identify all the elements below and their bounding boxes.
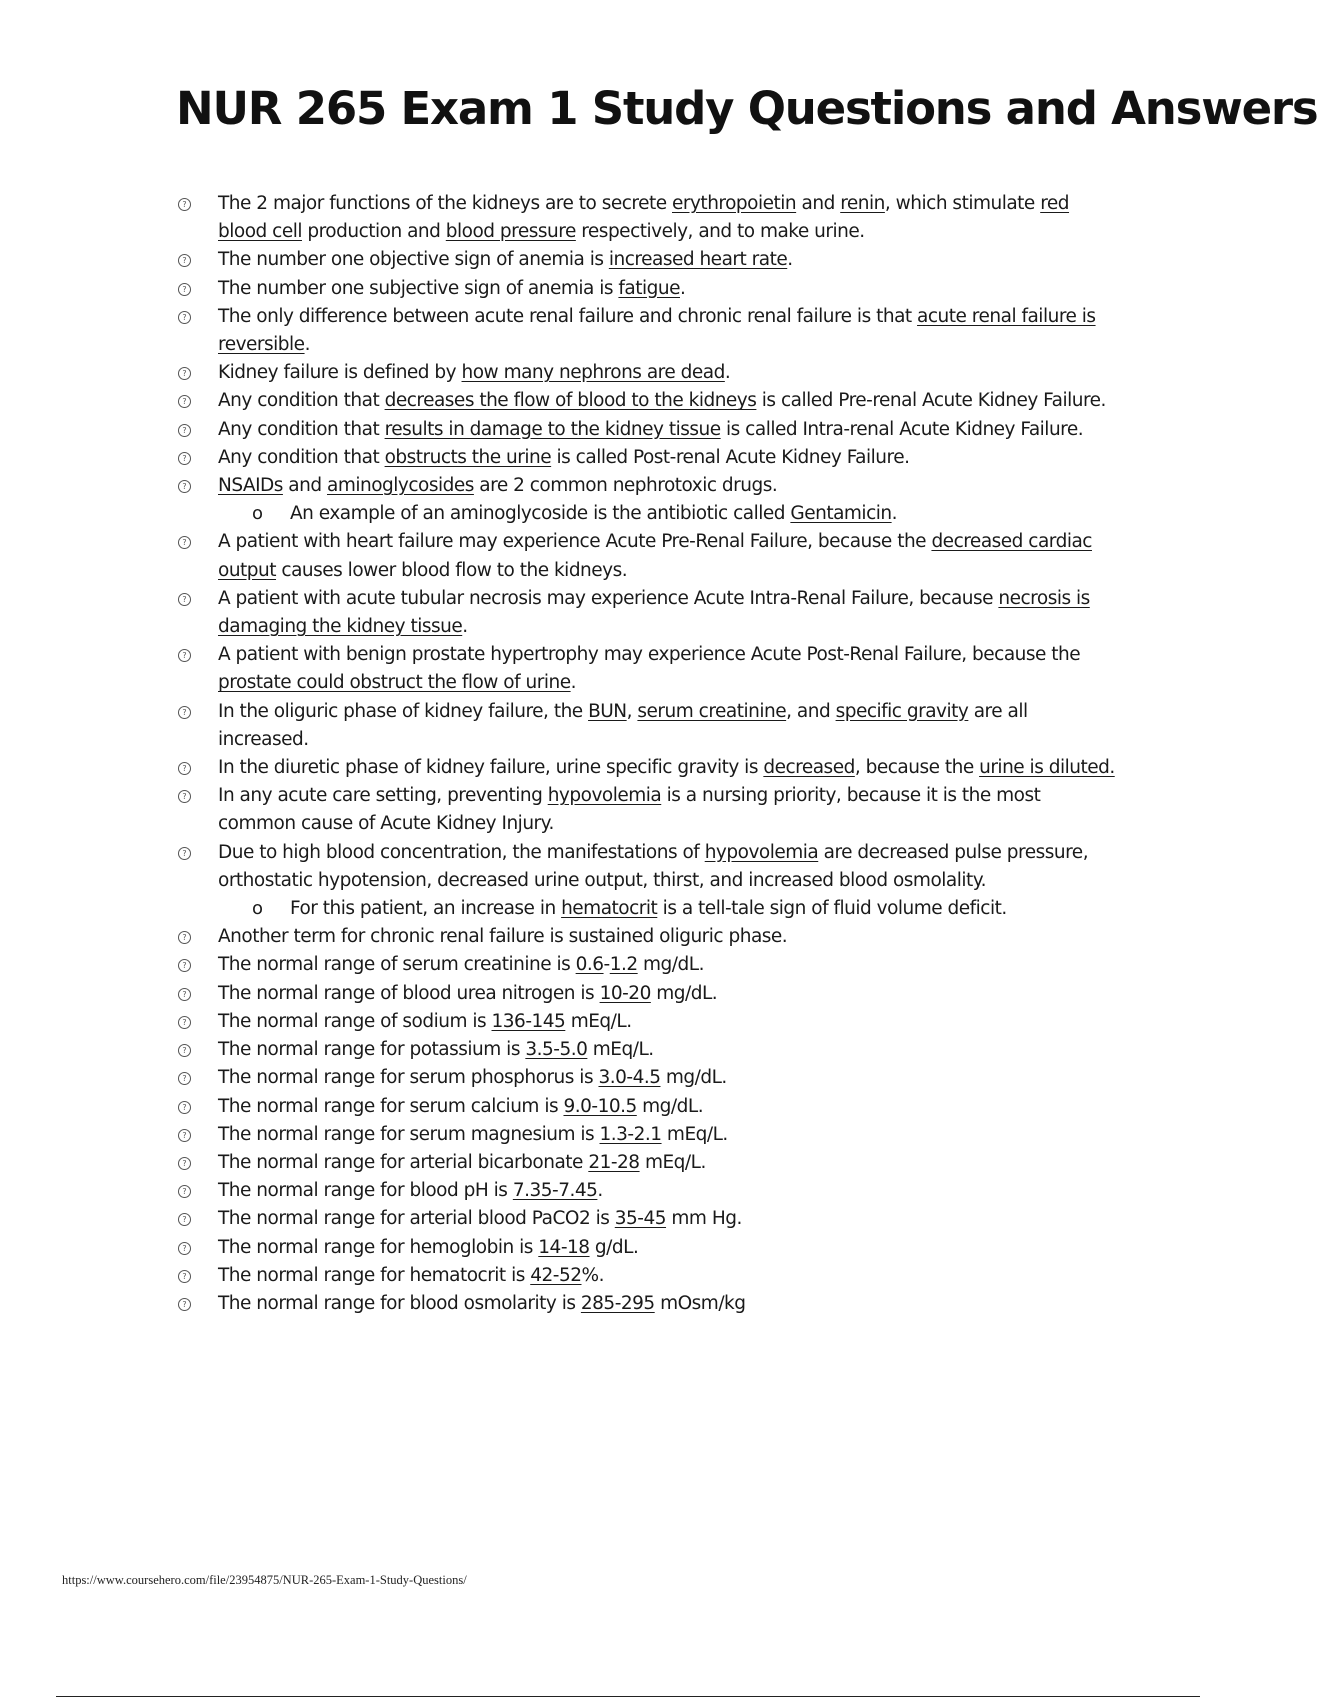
list-item [176,754,1116,782]
text-run: The normal range for arterial bicarbonate [218,1151,589,1173]
underlined-answer: erythropoietin [672,193,797,214]
missing-symbol-bullet-icon: ? [178,847,191,860]
text-run: mm Hg. [666,1208,742,1230]
text-run: . [891,503,897,525]
list-item [176,1036,1116,1064]
list-item [176,839,1116,895]
underlined-answer: blood pressure [445,221,576,243]
missing-symbol-bullet-icon: ? [178,480,191,493]
text-run: In any acute care setting, preventing [218,785,548,807]
text-run: mEq/L. [661,1123,728,1145]
text-run: causes lower blood flow to the kidneys. [276,559,628,581]
missing-symbol-bullet-icon: ? [178,452,191,465]
text-run: mg/dL. [660,1067,727,1089]
missing-symbol-bullet-icon: ? [178,395,191,408]
list-item-text [218,1152,706,1173]
text-run: The normal range for hematocrit is [218,1264,531,1286]
missing-symbol-bullet-icon: ? [178,198,191,211]
text-run: . [570,672,576,694]
text-run: An example of an aminoglycoside is the antibiotic called [290,503,791,525]
source-url[interactable]: https://www.coursehero.com/file/23954875/NUR-265-Exam-1-Study-Questions/ [62,1573,467,1587]
list-item-text [218,1011,632,1032]
underlined-answer: renin [840,193,885,214]
text-run: The normal range of serum creatinine is [218,954,576,976]
missing-symbol-bullet-icon: ? [178,1044,191,1057]
text-run: , [626,700,638,722]
text-run: The normal range for serum magnesium is [218,1123,600,1145]
missing-symbol-bullet-icon: ? [178,1298,191,1311]
sub-list-item [176,500,1116,528]
list-item-text [218,701,1028,750]
underlined-answer: urine is diluted. [979,757,1115,779]
underlined-answer: 1.3-2.1 [599,1123,662,1145]
text-run: The normal range for arterial blood PaCO2 is [218,1208,615,1230]
text-run: , which stimulate [884,193,1041,214]
text-run: Kidney failure is defined by [218,362,462,384]
underlined-answer: 3.0-4.5 [598,1067,661,1089]
list-item [176,1121,1116,1149]
underlined-answer: serum creatinine [637,700,787,722]
text-run: , and [786,700,836,722]
text-run: and [796,193,841,214]
text-run: , because the [854,757,980,779]
list-item-text [218,1096,703,1117]
list-item [176,190,1116,246]
text-run: is a nursing priority, because it is the most common cause of Acute Kidney Injury. [218,785,1041,835]
list-item [176,698,1116,754]
text-run: are all increased. [218,700,1028,750]
text-run: - [603,954,610,976]
list-item-text [218,531,1092,580]
text-run: . [787,249,793,271]
underlined-answer: 35-45 [614,1208,667,1230]
list-item-text [218,1180,603,1201]
list-item-text [218,306,1096,355]
missing-symbol-bullet-icon: ? [178,1157,191,1170]
underlined-answer: 1.2 [609,954,638,976]
text-run: is a tell-tale sign of fluid volume deficit. [657,898,1007,920]
missing-symbol-bullet-icon: ? [178,283,191,296]
underlined-answer: 10-20 [599,982,651,1004]
underlined-answer: how many nephrons are dead [461,362,725,384]
list-item-text [218,1039,654,1060]
text-run: A patient with heart failure may experience Acute Pre-Renal Failure, because the [218,531,932,553]
list-item-text [218,926,787,947]
list-item-text [218,419,1083,440]
list-item [176,923,1116,951]
list-item-text [218,278,685,299]
text-run: The normal range for serum calcium is [218,1095,564,1117]
text-run: is called Intra-renal Acute Kidney Failure. [720,418,1084,440]
missing-symbol-bullet-icon: ? [178,593,191,606]
text-run: For this patient, an increase in [290,898,562,920]
text-run: Any condition that [218,390,385,412]
text-run: respectively, and to make urine. [575,221,865,243]
missing-symbol-bullet-icon: ? [178,649,191,662]
text-run: The normal range for blood pH is [218,1180,513,1202]
underlined-answer: increased heart rate [608,249,788,271]
list-item [176,359,1116,387]
list-item [176,246,1116,274]
circle-bullet-icon: o [252,503,263,525]
text-run: A patient with acute tubular necrosis may experience Acute Intra-Renal Failure, because [218,587,999,609]
list-item [176,782,1116,838]
underlined-answer: decreased cardiac output [218,531,1092,581]
text-run: %. [581,1264,604,1286]
underlined-answer: prostate could obstruct the flow of urine [218,672,571,694]
text-run: production and [301,221,446,243]
text-run: . [724,362,731,384]
underlined-answer: 285-295 [580,1292,655,1314]
underlined-answer: acute renal failure is reversible [218,305,1096,356]
text-run: mg/dL. [650,982,718,1004]
list-item-text [218,1067,727,1088]
text-run: Another term for chronic renal failure is sustained oliguric phase. [218,926,788,948]
text-run: are decreased pulse pressure, orthostatic hypotension, decreased urine output, thirst, and increased blood osmolality. [218,841,1089,891]
list-item-text [218,1237,638,1258]
missing-symbol-bullet-icon: ? [178,1072,191,1085]
text-run: The normal range of blood urea nitrogen is [218,982,600,1004]
text-run: mOsm/kg [654,1292,746,1314]
underlined-answer: 9.0-10.5 [563,1095,637,1117]
list-item-text [218,1208,742,1229]
text-run: mEq/L. [587,1039,654,1061]
underlined-answer: obstructs the urine [384,446,552,468]
underlined-answer: 21-28 [588,1151,640,1173]
missing-symbol-bullet-icon: ? [178,1016,191,1029]
list-item [176,1008,1116,1036]
text-run: The 2 major functions of the kidneys are to secrete [218,193,672,214]
underlined-answer: 136-145 [491,1010,566,1032]
list-item-text [218,785,1040,834]
list-item [176,472,1116,500]
study-question-list [176,190,1116,1318]
text-run: . [462,616,468,638]
list-item [176,951,1116,979]
text-run: . [597,1180,603,1202]
text-run: mEq/L. [639,1151,706,1173]
text-run: The normal range for blood osmolarity is [218,1292,581,1314]
list-item-text [218,1293,746,1314]
text-run: The number one subjective sign of anemia is [218,277,619,299]
list-item [176,980,1116,1008]
missing-symbol-bullet-icon: ? [178,1101,191,1114]
text-run: and [282,475,327,497]
list-item-text [218,193,1069,242]
text-run: Due to high blood concentration, the manifestations of [218,841,705,863]
underlined-answer: necrosis is damaging the kidney tissue [218,587,1090,638]
list-item [176,1290,1116,1318]
list-item [176,1262,1116,1290]
text-run: . [680,277,686,299]
list-item-text [218,1265,604,1286]
list-item-text [218,362,730,383]
missing-symbol-bullet-icon: ? [178,424,191,437]
list-item [176,387,1116,415]
text-run: are 2 common nephrotoxic drugs. [473,475,778,497]
page-title: NUR 265 Exam 1 Study Questions and Answers [176,82,1318,135]
list-item [176,416,1116,444]
text-run: g/dL. [589,1236,639,1258]
text-run: The only difference between acute renal failure and chronic renal failure is that [218,305,918,327]
list-item-text [218,1124,728,1145]
list-item-text [218,447,909,468]
list-item-text [290,503,897,524]
underlined-answer: red blood cell [218,193,1070,243]
underlined-answer: NSAIDs [218,475,283,497]
list-item [176,303,1116,359]
underlined-answer: hypovolemia [704,841,819,863]
underlined-answer: hematocrit [561,898,658,920]
text-run: mg/dL. [636,1095,704,1117]
list-item-text [218,644,1080,693]
list-item-text [218,954,704,975]
text-run: The normal range of sodium is [218,1010,492,1032]
list-item-text [218,249,793,270]
missing-symbol-bullet-icon: ? [178,706,191,719]
text-run: The normal range for potassium is [218,1039,526,1061]
list-item [176,444,1116,472]
text-run: The normal range for serum phosphorus is [218,1067,599,1089]
list-item [176,1064,1116,1092]
missing-symbol-bullet-icon: ? [178,1185,191,1198]
list-item [176,585,1116,641]
list-item-text [218,983,717,1004]
list-item-text [218,390,1106,411]
underlined-answer: 0.6 [575,954,604,976]
list-item-text [218,842,1088,891]
list-item-text [218,757,1115,778]
text-run: Any condition that [218,446,385,468]
footer-divider [56,1696,1200,1697]
missing-symbol-bullet-icon: ? [178,1213,191,1226]
list-item-text [218,588,1090,637]
text-run: A patient with benign prostate hypertrophy may experience Acute Post-Renal Failure, because the [218,644,1081,666]
text-run: . [304,334,310,356]
list-item [176,1149,1116,1177]
missing-symbol-bullet-icon: ? [178,311,191,324]
missing-symbol-bullet-icon: ? [178,931,191,944]
underlined-answer: 42-52 [530,1264,582,1286]
text-run: The normal range for hemoglobin is [218,1236,539,1258]
underlined-answer: specific gravity [835,700,969,722]
list-item [176,641,1116,697]
underlined-answer: Gentamicin [790,503,892,525]
list-item [176,1177,1116,1205]
underlined-answer: fatigue [618,277,680,299]
list-item-text [290,898,1007,919]
text-run: Any condition that [218,418,385,440]
underlined-answer: results in damage to the kidney tissue [384,418,721,440]
missing-symbol-bullet-icon: ? [178,536,191,549]
text-run: is called Post-renal Acute Kidney Failure. [551,446,910,468]
list-item [176,1093,1116,1121]
underlined-answer: 7.35-7.45 [512,1180,598,1202]
list-item [176,1205,1116,1233]
underlined-answer: 3.5-5.0 [525,1039,588,1061]
underlined-answer: aminoglycosides [327,475,474,497]
missing-symbol-bullet-icon: ? [178,959,191,972]
text-run: The number one objective sign of anemia is [218,249,609,271]
missing-symbol-bullet-icon: ? [178,762,191,775]
text-run: mg/dL. [637,954,704,976]
missing-symbol-bullet-icon: ? [178,1129,191,1142]
underlined-answer: decreases the flow of blood to the kidneys [384,390,757,412]
list-item [176,528,1116,584]
underlined-answer: decreased [763,757,855,779]
missing-symbol-bullet-icon: ? [178,254,191,267]
sub-list-item [176,895,1116,923]
missing-symbol-bullet-icon: ? [178,1270,191,1283]
list-item-text [218,475,777,496]
text-run: mEq/L. [565,1010,632,1032]
text-run: In the oliguric phase of kidney failure, the [218,700,589,722]
text-run: In the diuretic phase of kidney failure, urine specific gravity is [218,757,764,779]
list-item [176,275,1116,303]
circle-bullet-icon: o [252,898,263,920]
text-run: is called Pre-renal Acute Kidney Failure. [756,390,1106,412]
missing-symbol-bullet-icon: ? [178,988,191,1001]
missing-symbol-bullet-icon: ? [178,367,191,380]
missing-symbol-bullet-icon: ? [178,790,191,803]
underlined-answer: hypovolemia [547,785,662,807]
underlined-answer: 14-18 [538,1236,590,1258]
underlined-answer: BUN [588,700,627,722]
missing-symbol-bullet-icon: ? [178,1242,191,1255]
list-item [176,1234,1116,1262]
